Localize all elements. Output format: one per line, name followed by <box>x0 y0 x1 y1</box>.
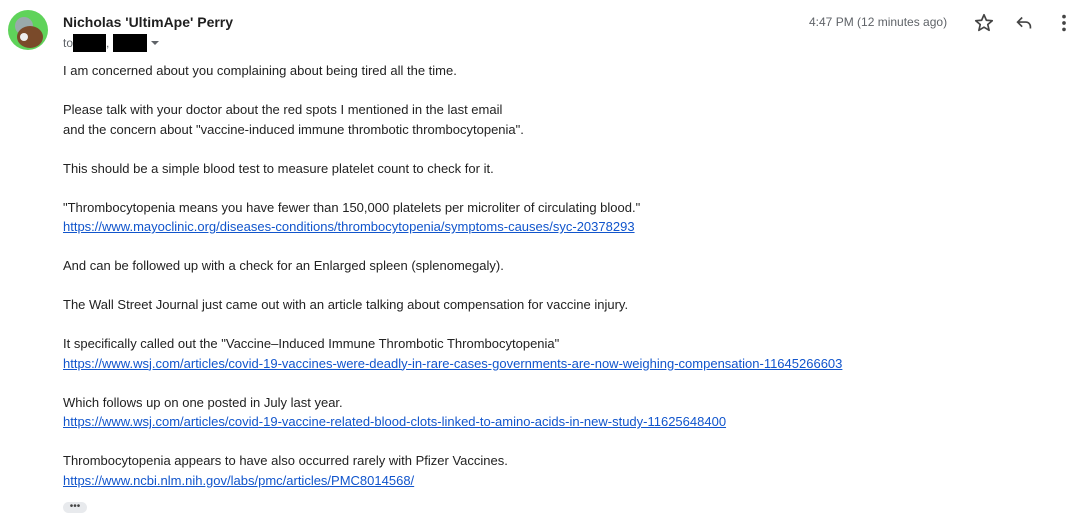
wsj-blood-clots-link[interactable]: https://www.wsj.com/articles/covid-19-vaccine-related-blood-clots-linked-to-amino-acids-in-new-study-11625648400 <box>63 414 727 429</box>
paragraph: This should be a simple blood test to measure platelet count to check for it. <box>63 160 494 176</box>
recipients[interactable] <box>63 34 159 52</box>
star-icon[interactable] <box>973 12 995 34</box>
redacted-recipient <box>73 34 106 52</box>
recipient-separator: , <box>106 36 110 50</box>
paragraph <box>63 334 1063 373</box>
to-label: to <box>63 36 74 50</box>
mayoclinic-link[interactable]: https://www.mayoclinic.org/diseases-conditions/thrombocytopenia/symptoms-causes/syc-20378293 <box>63 219 635 234</box>
timestamp: 4:47 PM (12 minutes ago) <box>809 15 948 29</box>
more-options-icon[interactable] <box>1053 12 1075 34</box>
show-details-chevron-icon[interactable] <box>151 41 159 45</box>
text-line: "Thrombocytopenia means you have fewer than 150,000 platelets per microliter of circulating blood." <box>63 199 641 215</box>
reply-icon[interactable] <box>1013 12 1035 34</box>
text-line: Please talk with your doctor about the red spots I mentioned in the last email <box>63 102 503 117</box>
paragraph: The Wall Street Journal just came out with an article talking about compensation for vaccine injury. <box>63 297 629 312</box>
paragraph <box>63 393 1063 432</box>
text-line: Thrombocytopenia appears to have also occurred rarely with Pfizer Vaccines. <box>63 453 508 468</box>
paragraph: I am concerned about you complaining about being tired all the time. <box>63 63 457 78</box>
sender-name[interactable]: Nicholas 'UltimApe' Perry <box>63 14 234 30</box>
avatar-image <box>8 10 48 50</box>
message-body <box>63 61 1063 510</box>
paragraph: And can be followed up with a check for an Enlarged spleen (splenomegaly). <box>63 258 504 273</box>
text-line: Which follows up on one posted in July last year. <box>63 394 343 410</box>
wsj-compensation-link[interactable]: https://www.wsj.com/articles/covid-19-vaccines-were-deadly-in-rare-cases-governments-are-now-weighing-compensation-11645266603 <box>63 355 843 371</box>
show-trimmed-content-button[interactable]: ••• <box>63 502 87 513</box>
text-line: It specifically called out the "Vaccine–Induced Immune Thrombotic Thrombocytopenia" <box>63 336 560 351</box>
sender-avatar[interactable] <box>8 10 48 50</box>
text-line: and the concern about "vaccine-induced immune thrombotic thrombocytopenia". <box>63 121 524 137</box>
redacted-recipient <box>113 34 147 52</box>
paragraph <box>63 100 1063 139</box>
ncbi-link[interactable]: https://www.ncbi.nlm.nih.gov/labs/pmc/articles/PMC8014568/ <box>63 472 415 488</box>
paragraph <box>63 198 1063 237</box>
paragraph <box>63 451 1063 490</box>
